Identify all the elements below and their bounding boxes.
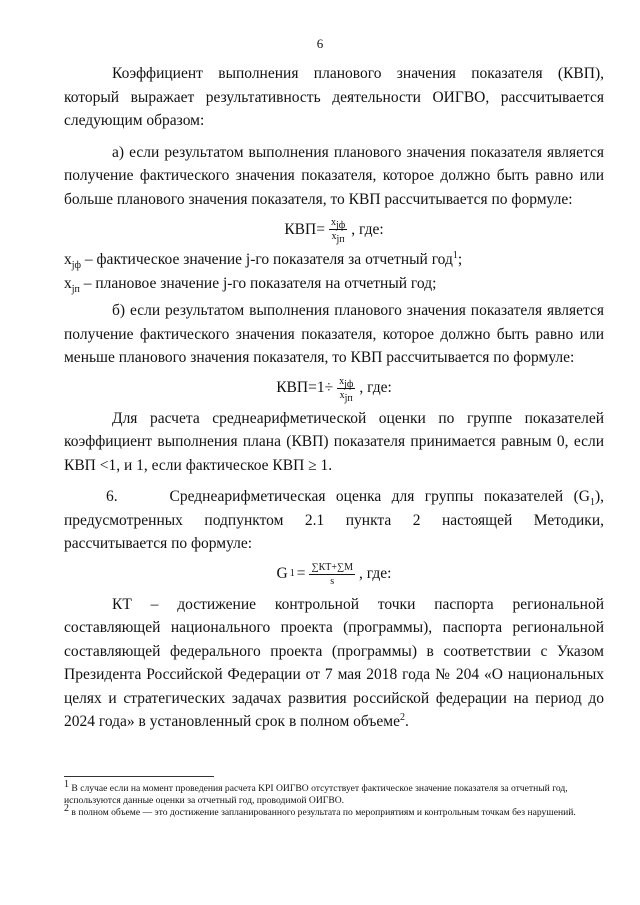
formula-kvp-b <box>64 375 604 404</box>
def2-sub: jп <box>71 283 80 295</box>
kt-end: . <box>404 713 409 730</box>
document-body <box>64 62 604 734</box>
footnote-1-mark: 1 <box>64 778 69 790</box>
formula-g1-eq: = <box>296 565 306 583</box>
section-6-text-end: ), предусмотренных подпунктом 2.1 пункта 2 настоящей Методики, рассчитывается по формуле: <box>64 488 605 552</box>
def1-end: ; <box>457 251 463 268</box>
section-6-paragraph <box>64 485 604 556</box>
formula-a-num: x <box>330 217 336 228</box>
formula-g1-num: ∑КТ+∑М <box>311 561 354 573</box>
formula-a-suffix: , где: <box>351 220 384 238</box>
formula-g1-fraction <box>309 562 355 587</box>
intro-paragraph: Коэффициент выполнения планового значения показателя (КВП), который выражает результативность деятельности ОИГВО, рассчитывается следующим образом: <box>64 65 604 129</box>
footnote-2-text: в полном объеме — это достижение запланированного результата по мероприятиям и контрольным точкам без нарушений. <box>69 807 576 818</box>
formula-a-num-sub: jф <box>335 220 346 231</box>
footnote-ref-2: 2 <box>399 711 405 723</box>
kt-definition-paragraph <box>64 593 604 734</box>
footnote-1-text: В случае если на момент проведения расчета KPI ОИГВО отсутствует фактическое значение показателя за отчетный год, используются данные оценки за отчетный год, проводимой ОИГВО. <box>64 783 568 806</box>
formula-b-fraction <box>337 375 355 404</box>
formula-b-suffix: , где: <box>359 379 392 397</box>
formula-g1: G 1 = $\frac{\sum КТ+\sum М}{s}$ , где: <box>276 561 392 587</box>
section-6-text: Среднеарифметическая оценка для группы показателей (G <box>169 488 590 505</box>
case-a-paragraph: а) если результатом выполнения планового значения показателя является получение фактического значения показателя, которое должно быть равно или больше планового значения показателя, то КВП рассчитывается по формуле: <box>64 143 604 208</box>
formula-b-num-sub: jф <box>344 378 354 390</box>
formula-g1-den: s <box>330 575 335 587</box>
def1-sub: jф <box>71 260 82 272</box>
formula-b-num: x <box>339 375 345 387</box>
footnote-2 <box>64 802 609 819</box>
formula-b-lhs: КВП=1÷ <box>276 379 334 397</box>
section-6-sub: 1 <box>589 497 595 509</box>
section-6-number: 6. <box>106 488 118 505</box>
footnote-divider <box>64 776 214 777</box>
def1-text: – фактическое значение j-го показателя за отчетный год <box>81 251 453 268</box>
footnote-2-mark: 2 <box>64 802 69 814</box>
def2-text: – плановое значение j-го показателя на отчетный год; <box>79 274 437 292</box>
footnotes <box>64 776 609 819</box>
formula-b-den-sub: jп <box>344 392 353 404</box>
average-note-paragraph: Для расчета среднеарифметической оценки по группе показателей коэффициент выполнения плана (КВП) показателя принимается равным 0, если КВП <1, и 1, если фактическое КВП ≥ 1. <box>64 409 604 474</box>
definition-x-plan <box>64 272 604 296</box>
definition-x-fact <box>64 248 604 272</box>
formula-kvp-a <box>64 217 604 245</box>
formula-g1-suffix: , где: <box>359 565 392 583</box>
formula-a-den: x <box>331 231 337 242</box>
def1-var: x <box>64 251 72 268</box>
formula-a-fraction <box>329 217 347 245</box>
formula-a-lhs: КВП= <box>284 220 325 238</box>
footnote-1 <box>64 778 609 807</box>
case-b-paragraph: б) если результатом выполнения планового значения показателя является получение фактического значения показателя, которое должно быть равно или меньше планового значения показателя, то КВП рассчитывается по формуле: <box>64 302 604 366</box>
def2-var: x <box>64 274 72 292</box>
footnote-ref-1: 1 <box>452 249 458 261</box>
formula-g1-lhs: G <box>276 565 288 583</box>
page-number: 6 <box>316 36 324 51</box>
formula-a-den-sub: jп <box>336 234 345 245</box>
formula-b-den: x <box>339 389 345 401</box>
kt-text: КТ – достижение контрольной точки паспорта региональной составляющей национального проекта (программы), паспорта региональной составляющей федерального проекта (программы) в соответствии с Указом Президента Российской Федерации от 7 мая 2018 года № 204 «О национальных целях и стратегических задачах развития российской федерации на период до 2024 года» в установленный срок в полном объеме <box>64 595 604 730</box>
